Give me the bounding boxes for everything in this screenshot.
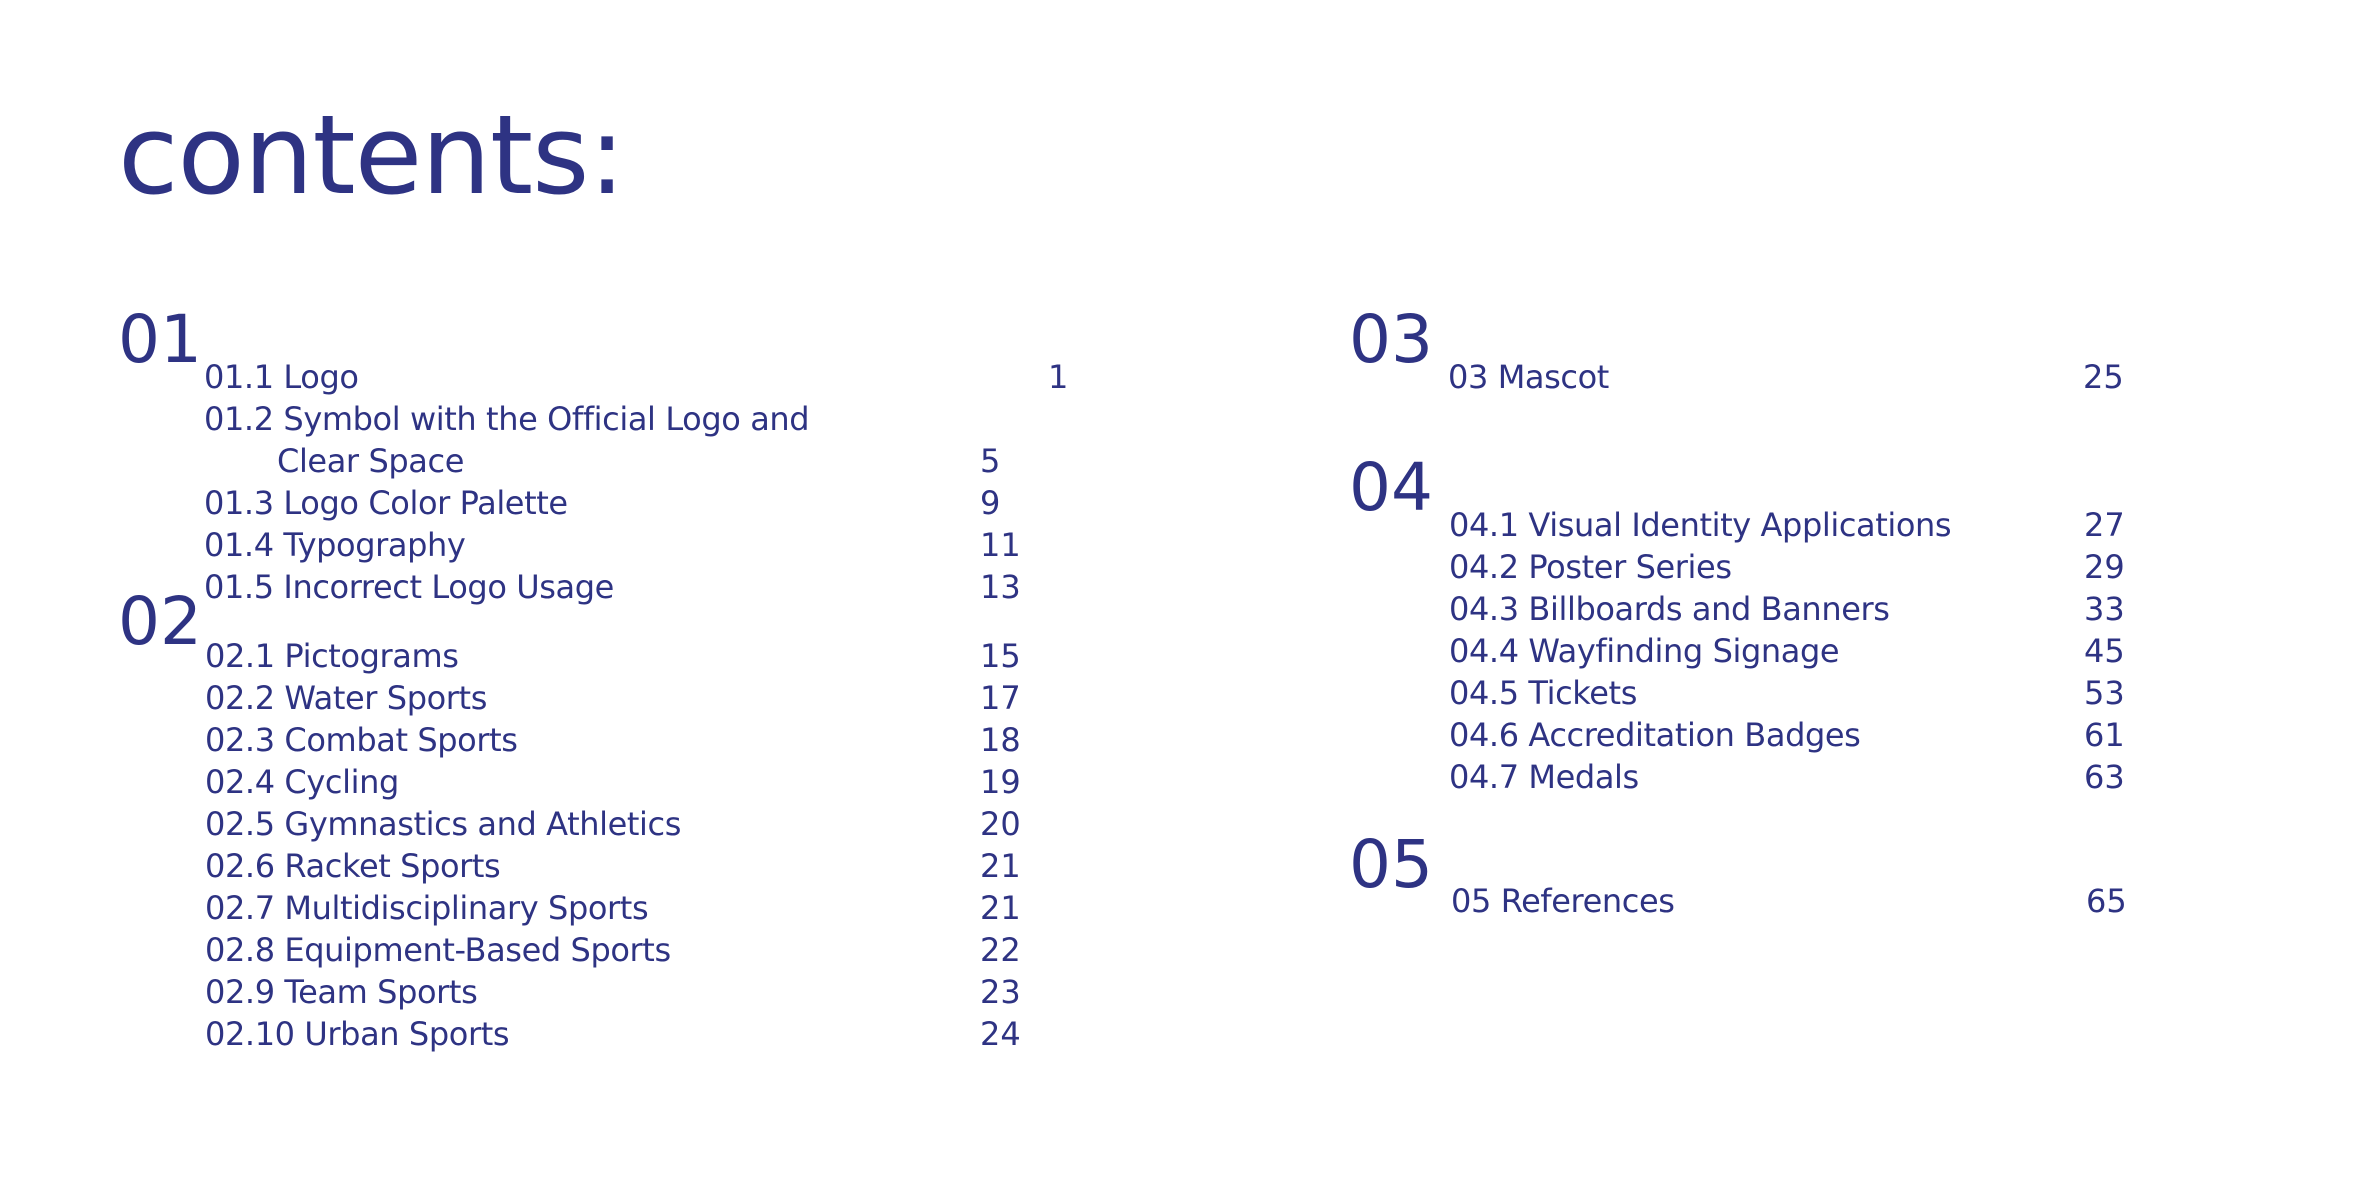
- toc-entry-label[interactable]: 04.4 Wayfinding Signage: [1449, 632, 1840, 670]
- toc-entry-label[interactable]: 01.1 Logo: [204, 358, 359, 396]
- toc-entry-page: 45: [2084, 632, 2125, 670]
- section-number: 05: [1349, 826, 1433, 903]
- toc-entry-label[interactable]: 02.9 Team Sports: [205, 973, 478, 1011]
- toc-entry-label[interactable]: 04.5 Tickets: [1449, 674, 1637, 712]
- toc-entry-page: 53: [2084, 674, 2125, 712]
- toc-entry-label[interactable]: 04.3 Billboards and Banners: [1449, 590, 1890, 628]
- toc-entry-label[interactable]: 04.6 Accreditation Badges: [1449, 716, 1861, 754]
- toc-entry-page: 18: [980, 721, 1021, 759]
- toc-entry-page: 9: [980, 484, 1001, 522]
- toc-entry-page: 5: [980, 442, 1001, 480]
- toc-entry-label[interactable]: 03 Mascot: [1448, 358, 1609, 396]
- toc-entry-page: 65: [2086, 882, 2127, 920]
- toc-entry-page: 61: [2084, 716, 2125, 754]
- toc-entry-label[interactable]: 02.8 Equipment-Based Sports: [205, 931, 671, 969]
- toc-entry-label[interactable]: 01.3 Logo Color Palette: [204, 484, 568, 522]
- toc-entry-label[interactable]: 02.6 Racket Sports: [205, 847, 501, 885]
- toc-entry-label[interactable]: 01.5 Incorrect Logo Usage: [204, 568, 614, 606]
- toc-entry-label[interactable]: 02.7 Multidisciplinary Sports: [205, 889, 649, 927]
- toc-entry-page: 24: [980, 1015, 1021, 1053]
- toc-entry-page: 1: [1048, 358, 1069, 396]
- toc-entry-label[interactable]: 04.2 Poster Series: [1449, 548, 1732, 586]
- toc-entry-label[interactable]: 04.7 Medals: [1449, 758, 1639, 796]
- toc-entry-page: 11: [980, 526, 1021, 564]
- toc-entry-page: 21: [980, 847, 1021, 885]
- toc-entry-page: 15: [980, 637, 1021, 675]
- section-number: 02: [118, 583, 202, 660]
- toc-entry-label[interactable]: 02.2 Water Sports: [205, 679, 487, 717]
- toc-entry-page: 20: [980, 805, 1021, 843]
- toc-entry-page: 21: [980, 889, 1021, 927]
- toc-entry-page: 63: [2084, 758, 2125, 796]
- toc-entry-label[interactable]: 01.4 Typography: [204, 526, 466, 564]
- toc-entry-label[interactable]: 02.3 Combat Sports: [205, 721, 518, 759]
- toc-entry-label[interactable]: 02.4 Cycling: [205, 763, 399, 801]
- toc-entry-page: 13: [980, 568, 1021, 606]
- toc-entry-label[interactable]: 02.5 Gymnastics and Athletics: [205, 805, 681, 843]
- toc-entry-page: 17: [980, 679, 1021, 717]
- toc-entry-page: 33: [2084, 590, 2125, 628]
- page-title: contents:: [118, 91, 625, 219]
- toc-entry-label[interactable]: 05 References: [1451, 882, 1675, 920]
- toc-entry-label[interactable]: 01.2 Symbol with the Official Logo and: [204, 400, 810, 438]
- section-number: 04: [1349, 449, 1433, 526]
- toc-entry-page: 29: [2084, 548, 2125, 586]
- toc-entry-page: 27: [2084, 506, 2125, 544]
- toc-entry-page: 22: [980, 931, 1021, 969]
- toc-entry-label[interactable]: 02.1 Pictograms: [205, 637, 459, 675]
- section-number: 01: [118, 301, 202, 378]
- toc-entry-label[interactable]: 04.1 Visual Identity Applications: [1449, 506, 1952, 544]
- toc-entry-label[interactable]: 02.10 Urban Sports: [205, 1015, 510, 1053]
- toc-entry-page: 23: [980, 973, 1021, 1011]
- section-number: 03: [1349, 301, 1433, 378]
- toc-entry-page: 19: [980, 763, 1021, 801]
- toc-entry-page: 25: [2083, 358, 2124, 396]
- toc-entry-label-continued[interactable]: Clear Space: [277, 442, 464, 480]
